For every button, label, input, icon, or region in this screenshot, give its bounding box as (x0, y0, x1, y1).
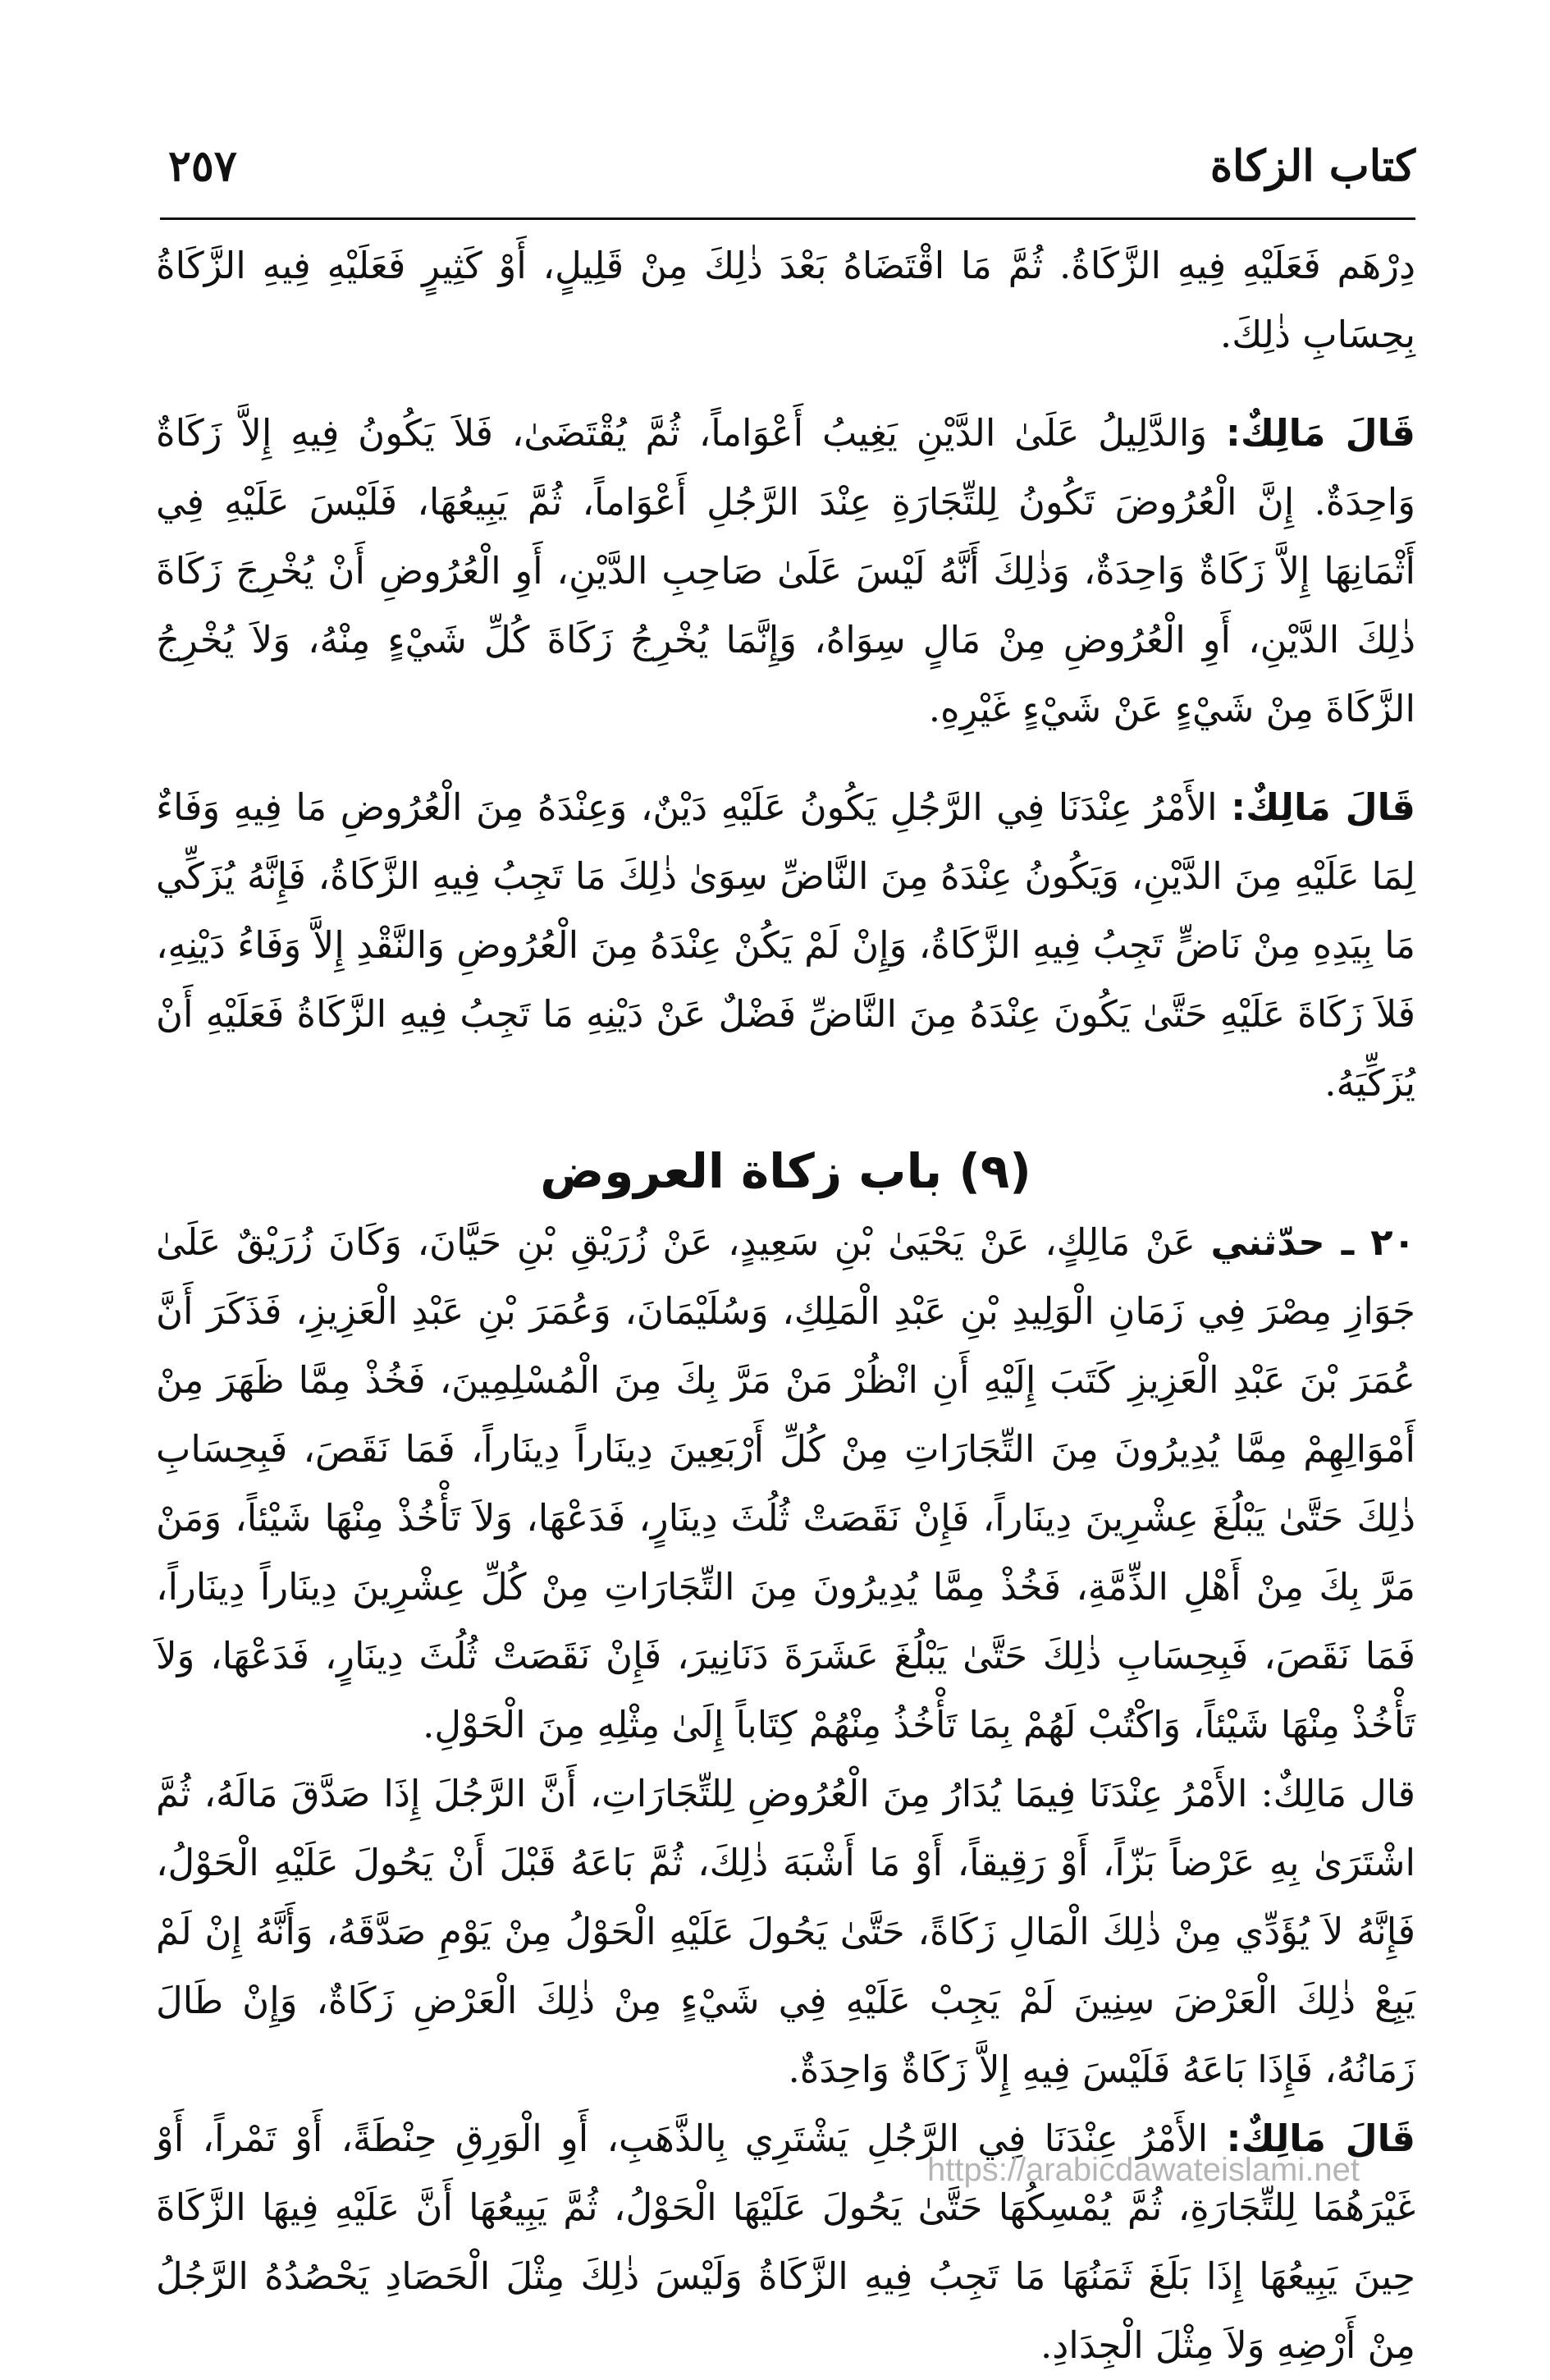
paragraph-malik-4 (156, 2104, 1415, 2380)
paragraph-malik-2 (156, 773, 1415, 1118)
paragraph-text: الأَمْرُ عِنْدَنَا فِي الرَّجُلِ يَكُونُ عَلَيْهِ دَيْنٌ، وَعِنْدَهُ مِنَ الْعُرُوضِ مَا فِيهِ وَفَاءٌ لِمَا عَلَيْهِ مِنَ الدَّيْنِ، وَيَكُونُ عِنْدَهُ مِنَ النَّاضِّ سِوَىٰ ذٰلِكَ مَا تَجِبُ فِيهِ الزَّكَاةُ، فَإِنَّهُ يُزَكِّي مَا بِيَدِهِ مِنْ نَاضٍّ تَجِبُ فِيهِ الزَّكَاةُ، وَإِنْ لَمْ يَكُنْ عِنْدَهُ مِنَ الْعُرُوضِ وَالنَّقْدِ إِلاَّ وَفَاءُ دَيْنِهِ، فَلاَ زَكَاةَ عَلَيْهِ حَتَّىٰ يَكُونَ عِنْدَهُ مِنَ النَّاضِّ فَضْلٌ عَنْ دَيْنِهِ مَا تَجِبُ فِيهِ الزَّكَاةُ فَعَلَيْهِ أَنْ يُزَكِّيَهُ. (156, 785, 1415, 1105)
paragraph-lead: قَالَ مَالِكٌ: (1226, 2117, 1415, 2160)
paragraph-text: وَالدَّلِيلُ عَلَىٰ الدَّيْنِ يَغِيبُ أَعْوَاماً، ثُمَّ يُقْتَضَىٰ، فَلاَ يَكُونُ فِيهِ إِلاَّ زَكَاةٌ وَاحِدَةٌ. إِنَّ الْعُرُوضَ تَكُونُ لِلتِّجَارَةِ عِنْدَ الرَّجُلِ أَعْوَاماً، ثُمَّ يَبِيعُهَا، فَلَيْسَ عَلَيْهِ فِي أَثْمَانِهَا إِلاَّ زَكَاةٌ وَاحِدَةٌ، وَذٰلِكَ أَنَّهُ لَيْسَ عَلَىٰ صَاحِبِ الدَّيْنِ، أَوِ الْعُرُوضِ أَنْ يُخْرِجَ زَكَاةَ ذٰلِكَ الدَّيْنِ، أَوِ الْعُرُوضِ مِنْ مَالٍ سِوَاهُ، وَإِنَّمَا يُخْرِجُ زَكَاةَ كُلِّ شَيْءٍ مِنْهُ، وَلاَ يُخْرِجُ الزَّكَاةَ مِنْ شَيْءٍ عَنْ شَيْءٍ غَيْرِهِ. (156, 411, 1416, 730)
paragraph-lead: قَالَ مَالِكٌ: (1231, 785, 1415, 829)
paragraph-continuation (156, 231, 1415, 369)
paragraph-text: الأَمْرُ عِنْدَنَا فِي الرَّجُلِ يَشْتَرِي بِالذَّهَبِ، أَوِ الْوَرِقِ حِنْطَةً، أَوْ تَمْراً، أَوْ غَيْرَهُمَا لِلتِّجَارَةِ، ثُمَّ يُمْسِكُهَا حَتَّىٰ يَحُولَ عَلَيْهَا الْحَوْلُ، ثُمَّ يَبِيعُهَا أَنَّ عَلَيْهِ فِيهَا الزَّكَاةَ حِينَ يَبِيعُهَا إِذَا بَلَغَ ثَمَنُهَا مَا تَجِبُ فِيهِ الزَّكَاةُ وَلَيْسَ ذٰلِكَ مِثْلَ الْحَصَادِ يَحْصُدُهُ الرَّجُلُ مِنْ أَرْضِهِ وَلاَ مِثْلَ الْجِدَادِ. (156, 2117, 1415, 2367)
paragraph-malik-1 (156, 399, 1415, 744)
page-number: ٢٥٧ (168, 141, 237, 191)
page-body (156, 231, 1415, 2380)
watermark-url: https://arabicdawateislami.net (927, 2152, 1360, 2188)
page-header (160, 141, 1415, 215)
paragraph-hadith-20 (156, 1208, 1415, 1760)
paragraph-lead: ٢٠ ـ حدّثني (1210, 1220, 1416, 1264)
paragraph-text: دِرْهَم فَعَلَيْهِ فِيهِ الزَّكَاةُ. ثُمَّ مَا اقْتَضَاهُ بَعْدَ ذٰلِكَ مِنْ قَلِيلٍ، أَوْ كَثِيرٍ فَعَلَيْهِ فِيهِ الزَّكَاةُ بِحِسَابِ ذٰلِكَ. (156, 244, 1415, 356)
running-head-title: كتاب الزكاة (1209, 141, 1415, 191)
paragraph-lead: قال مَالِكٌ: (1260, 1772, 1415, 1815)
paragraph-malik-3 (156, 1760, 1415, 2104)
header-divider (160, 217, 1415, 220)
paragraph-text: الأَمْرُ عِنْدَنَا فِيمَا يُدَارُ مِنَ الْعُرُوضِ لِلتِّجَارَاتِ، أَنَّ الرَّجُلَ إِذَا صَدَّقَ مَالَهُ، ثُمَّ اشْتَرَىٰ بِهِ عَرْضاً بَزّاً، أَوْ رَقِيقاً، أَوْ مَا أَشْبَهَ ذٰلِكَ، ثُمَّ بَاعَهُ قَبْلَ أَنْ يَحُولَ عَلَيْهِ الْحَوْلُ، فَإِنَّهُ لاَ يُؤَدِّي مِنْ ذٰلِكَ الْمَالِ زَكَاةً، حَتَّىٰ يَحُولَ عَلَيْهِ الْحَوْلُ مِنْ يَوْمِ صَدَّقَهُ، وَأَنَّهُ إِنْ لَمْ يَبِعْ ذٰلِكَ الْعَرْضَ سِنِينَ لَمْ يَجِبْ عَلَيْهِ فِي شَيْءٍ مِنْ ذٰلِكَ الْعَرْضِ زَكَاةٌ، وَإِنْ طَالَ زَمَانُهُ، فَإِذَا بَاعَهُ فَلَيْسَ فِيهِ إِلاَّ زَكَاةٌ وَاحِدَةٌ. (156, 1772, 1415, 2091)
paragraph-lead: قَالَ مَالِكٌ: (1225, 411, 1415, 455)
paragraph-text: عَنْ مَالِكٍ، عَنْ يَحْيَىٰ بْنِ سَعِيدٍ، عَنْ زُرَيْقِ بْنِ حَيَّانَ، وَكَانَ زُرَيْقٌ عَلَىٰ جَوَازِ مِصْرَ فِي زَمَانِ الْوَلِيدِ بْنِ عَبْدِ الْمَلِكِ، وَسُلَيْمَانَ، وَعُمَرَ بْنِ عَبْدِ الْعَزِيزِ، فَذَكَرَ أَنَّ عُمَرَ بْنَ عَبْدِ الْعَزِيزِ كَتَبَ إِلَيْهِ أَنِ انْظُرْ مَنْ مَرَّ بِكَ مِنَ الْمُسْلِمِينَ، فَخُذْ مِمَّا ظَهَرَ مِنْ أَمْوَالِهِمْ مِمَّا يُدِيرُونَ مِنَ التِّجَارَاتِ مِنْ كُلِّ أَرْبَعِينَ دِينَاراً دِينَاراً، فَمَا نَقَصَ، فَبِحِسَابِ ذٰلِكَ حَتَّىٰ يَبْلُغَ عِشْرِينَ دِينَاراً، فَإِنْ نَقَصَتْ ثُلُثَ دِينَارٍ، فَدَعْهَا، وَلاَ تَأْخُذْ مِنْهَا شَيْئاً، وَمَنْ مَرَّ بِكَ مِنْ أَهْلِ الذِّمَّةِ، فَخُذْ مِمَّا يُدِيرُونَ مِنَ التِّجَارَاتِ مِنْ كُلِّ عِشْرِينَ دِينَاراً دِينَاراً، فَمَا نَقَصَ، فَبِحِسَابِ ذٰلِكَ حَتَّىٰ يَبْلُغَ عَشَرَةَ دَنَانِيرَ، فَإِنْ نَقَصَتْ ثُلُثَ دِينَارٍ، فَدَعْهَا، وَلاَ تَأْخُذْ مِنْهَا شَيْئاً، وَاكْتُبْ لَهُمْ بِمَا تَأْخُذُ مِنْهُمْ كِتَاباً إِلَىٰ مِثْلِهِ مِنَ الْحَوْلِ. (156, 1220, 1415, 1746)
chapter-heading: (٩) باب زكاة العروض (540, 1143, 1031, 1199)
